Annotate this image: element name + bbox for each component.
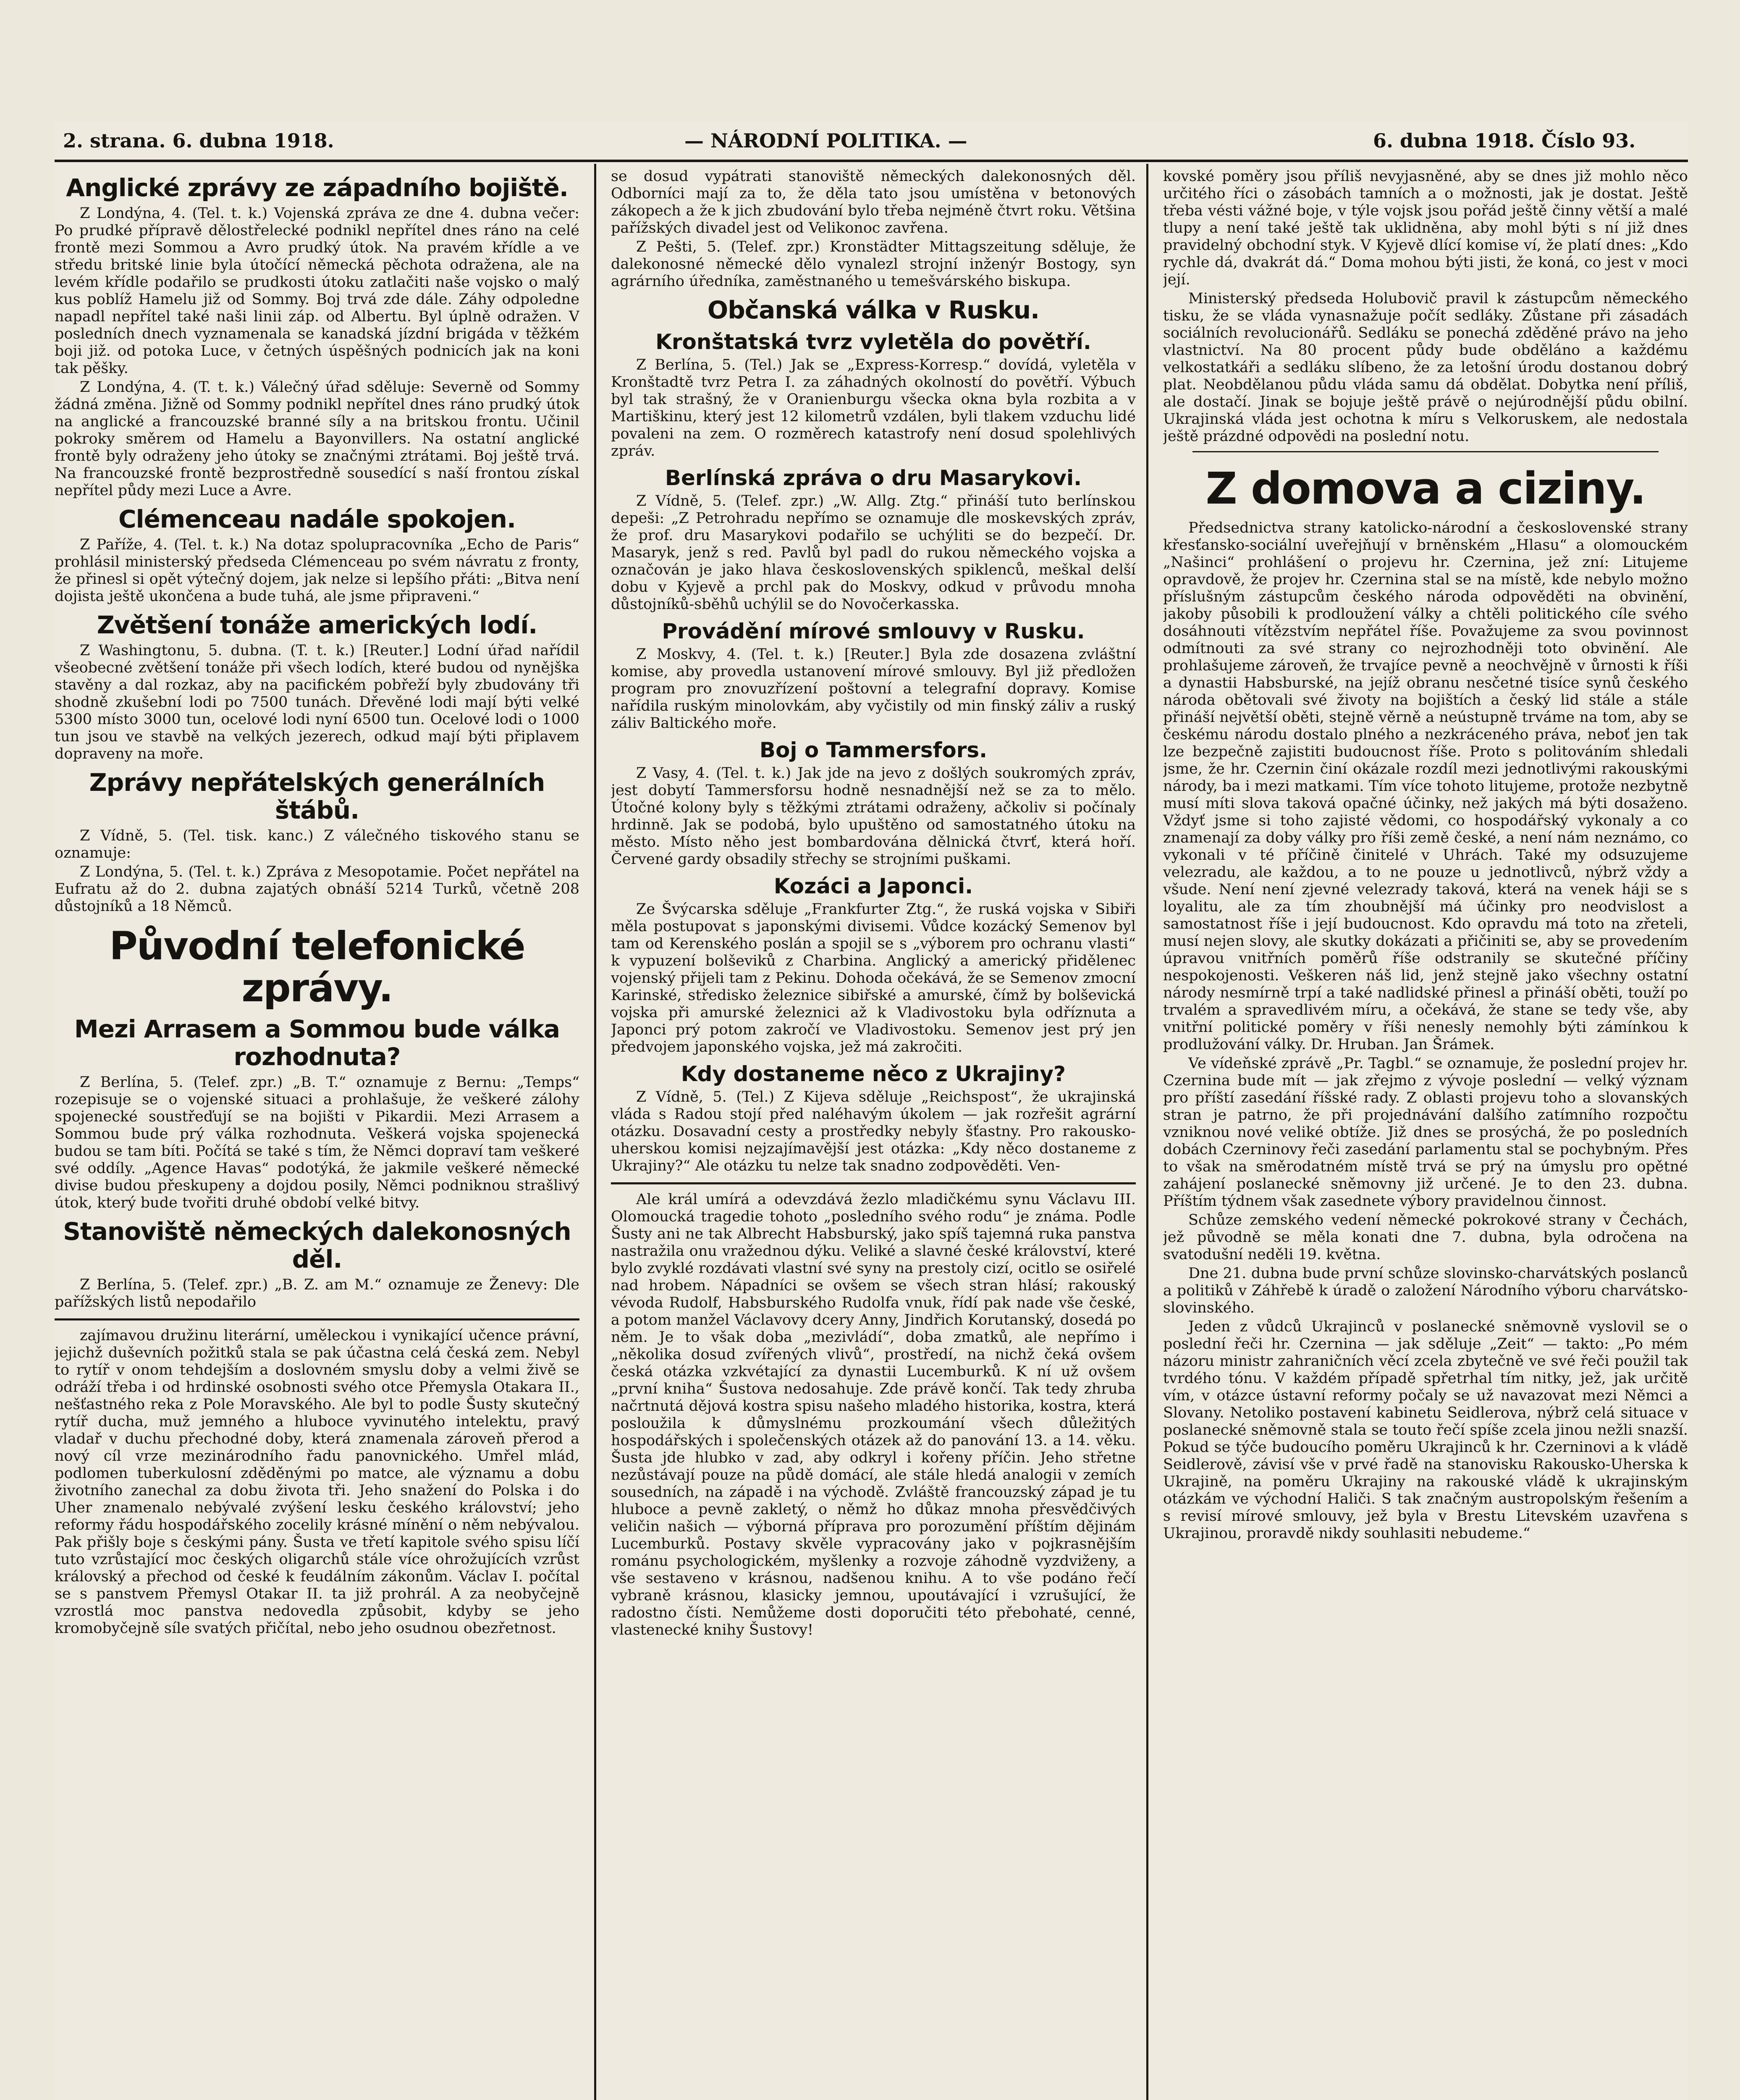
article-paragraph: Z Vídně, 5. (Tel.) Z Kijeva sděluje „Reichspost“, že ukrajinská vláda s Radou stojí před naléhavým úkolem — jak rozřešit agrární otázku. Dosavadní cesty a prostředky nebyly šťastny. Pro rakousko-uherskou komisi nejzajímavější jest otázka: „Kdy něco dostaneme z Ukrajiny?“ Ale otázku tu nelze tak snadno zodpověděti. Ven- <box>611 1089 1136 1174</box>
heading-ukrajina: Kdy dostaneme něco z Ukrajiny? <box>681 1062 1066 1086</box>
article-paragraph: Z Londýna, 4. (Tel. t. k.) Vojenská zpráva ze dne 4. dubna večer: Po prudké přípravě dělostřelecké podnikl nepřítel dnes ráno na celé frontě mezi Sommou a Avro prudký útok. Na pravém křídle a ve středu britské linie byla útočící německá pěchota odražena, ale na levém křídle podařilo se prudkosti útoku zatlačiti naše vojsko o malý kus poblíž Hamelu již od Sommy. Boj trvá zde dále. Záhy odpoledne napadl nepřítel také naši linii záp. od Albertu. Byl úplně odražen. V posledních dnech vyznamenala se kanadská jízdní brigáda v těžkém boji již. od potoka Luce, v četných úspěšných podnicích jak na koni tak pěšky. <box>55 205 579 377</box>
column-rule-1 <box>594 164 596 2100</box>
article-paragraph: Ze Švýcarska sděluje „Frankfurter Ztg.“, že ruská vojska v Sibiři měla postupovat s japonskými divisemi. Vůdce kozácký Semenov byl tam od Kerenského poslán a spojil se s „výborem pro ochranu vlasti“ k vypuzení bolševiků z Charbina. Anglický a americký přidělenec vojenský přijeli tam z Pekinu. Dohoda očekává, že se Semenov zmocní Karinské, středisko železnice sibiřské a amurské, čímž by bolševická vojska při amurské železnici až k Vladivostoku byla odříznuta a Japonci prý potom zakročí ve Vladivostoku. Semenov jest prý jen předvojem japonského vojska, jež má zakročiti. <box>611 901 1136 1055</box>
article-paragraph: Z Vídně, 5. (Tel. tisk. kanc.) Z válečného tiskového stanu se oznamuje: <box>55 827 579 861</box>
article-paragraph: kovské poměry jsou příliš nevyjasněné, aby se dnes již mohlo něco určitého říci o zásobách tamních a o možnosti, jak je dostat. Ještě třeba vésti vážné boje, v týle vojsk jsou pořád ještě činny větší a malé tlupy a není také ještě tak uklidněna, aby mohl býti s ní již dnes pravidelný obchodní styk. V Kyjevě dlící komise ví, že platí dnes: „Kdo rychle dá, dvakrát dá.“ Doma mohou býti jisti, že koná, co jest v moci její. <box>1163 168 1688 288</box>
article-paragraph: Z Pešti, 5. (Telef. zpr.) Kronstädter Mittagszeitung sděluje, že dalekonosné německé dělo vynalezl strojní inženýr Bostogy, syn agrárního úředníka, zaměstnaného u temešvárského biskupa. <box>611 239 1136 290</box>
page-header <box>55 122 1688 162</box>
article-paragraph: Z Londýna, 5. (Tel. t. k.) Zpráva z Mesopotamie. Počet nepřátel na Eufratu až do 2. dubna zajatých obnáší 5214 Turků, včetně 208 důstojníků a 18 Němců. <box>55 864 579 915</box>
heading-tonaz: Zvětšení tonáže amerických lodí. <box>97 611 537 639</box>
heading-zpravy-stabu: Zprávy nepřátelských generálních štábů. <box>89 768 545 824</box>
header-left: 2. strana. 6. dubna 1918. <box>63 129 334 152</box>
article-paragraph: Jeden z vůdců Ukrajinců v poslanecké sněmovně vyslovil se o poslední řeči hr. Czernina — jak sděluje „Zeit“ — takto: „Po mém názoru ministr zahraničních věcí zcela zbytečně ve své řeči použil tak tvrdého tónu. V každém případě spřetrhal tím nitky, jež, jak určitě vím, v otázce ústavní reformy počaly se už navazovat mezi Němci a Slovany. Netoliko postavení kabinetu Seidlerova, nýbrž celá situace v poslanecké sněmovně stala se touto řečí spíše zcela jinou nežli snazší. Pokud se týče budoucího poměru Ukrajinců k hr. Czerninovi a k vládě Seidlerově, závisí vše v prvé řadě na stanovisku Rakousko-Uherska k Ukrajině, na poměru Ukrajiny na rakouské vládě k ukrajinským otázkám ve východní Haliči. S tak značným austropolským řešením a s revisí mírové smlouvy, jež byla v Brestu Litevském uzavřena s Ukrajinou, proravdě nikdy souhlasiti nebudeme.“ <box>1163 1318 1688 1542</box>
section-separator <box>1192 451 1659 452</box>
article-paragraph: Ministerský předseda Holubovič pravil k zástupcům německého tisku, že se vláda vynasnažuje počít sedláky. Zůstane při zásadách sociálních revolucionářů. Sedláku se ponechá zděděné právo na jeho vlastnictví. Na 80 procent půdy bude obděláno a každému velkostatkáři a sedláku slíbeno, že za letošní úrodu dostanou dobrý plat. Neobdělanou půdu vláda samu dá obdělat. Dobytka není příliš, ale dostačí. Jinak se bojuje ještě právě o nejúrodnější půdu obilní. Ukrajinská vláda jest ochotna k míru s Velkoruskem, ale nedostala ještě prázdné odpovědi na poslední notu. <box>1163 290 1688 445</box>
feuilleton-separator <box>611 1182 1136 1184</box>
article-paragraph: Z Vasy, 4. (Tel. t. k.) Jak jde na jevo z došlých soukromých zpráv, jest dobytí Tammersforsu hodně nesnadnější než se za to mělo. Útočné kolony byly s těžkými ztrátami odraženy, ačkoliv si počínaly hrdinně. Jak se podobá, bylo upuštěno od samostatného útoku na město. Místo něho jest bombardována dělnická čtvrť, která hoří. Červené gardy obsadily střechy se strojními puškami. <box>611 765 1136 868</box>
feuilleton-text: Ale král umírá a odevzdává žezlo mladičkému synu Václavu III. Olomoucká tragedie tohoto „posledního svého rodu“ je známa. Podle Šusty ani ne tak Albrecht Habsburský, jako spíš tajemná ruka panstva nastražila onu vražednou dýku. Veliké a slavné české království, které bylo zvyklé rozdávati vlastní své syny na prestoly cizí, ocitlo se osiřelé nad hrobem. Nápadníci se ovšem se všech stran hlásí; rakouský vévoda Rudolf, Habsburského Rudolfa vnuk, řídí pak nade vše české, a potom manžel Václavovy dcery Anny, Jindřich Korutanský, dosedá po něm. Je to však doba „mezivládí“, doba zmatků, ale nepřímo i „několika dosud zvířených vlivů“, prostředí, na nichž čeká ovšem česká otázka vzkvétající za dynastii Lucemburků. K ní už ovšem „první kniha“ Šustova nedosahuje. Zde právě končí. Tak tedy zhruba načrtnutá dějová kostra spisu našeho mladého historika, kostra, která posloužila k důmyslnému prozkoumání všech důležitých hospodářských i společenských otázek až do panování 13. a 14. věku. Šusta jde hlubko v zad, aby odkryl i kořeny příčin. Jeho střetne nezůstávají pouze na půdě domácí, ale stále hledá analogii v zemích sousedních, na západě i na východě. Zvláště francouzský západ je tu hluboce a pevně zakletý, o němž ho důkaz mnoha přesvědčivých veličin našich — výborná příprava pro porozumění příštím dějinám Lucemburků. Postavy skvěle vypracovány jako v pojkrasnějším románu psychologickém, myšlenky a rozvoje záhodně vyzdviženy, a vše sestaveno v krásnou, nadšenou knihu. A to vše podáno řečí vybraně krásnou, klasicky jemnou, upoutávající i vzrušující, že radostno čísti. Nemůžeme dosti doporučiti této přebohaté, cenné, vlastenecké knihy Šustovy! <box>611 1191 1136 1638</box>
heading-arras-somma: Mezi Arrasem a Sommou bude válka rozhodnuta? <box>74 1015 560 1071</box>
heading-kronstat: Kronštatská tvrz vyletěla do povětří. <box>655 330 1091 354</box>
article-paragraph: Z Vídně, 5. (Telef. zpr.) „W. Allg. Ztg.“ přináší tuto berlínskou depeši: „Z Petrohradu nepřímo se oznamuje dle moskevských zpráv, že prof. dru Masarykovi podařilo se uchýliti se do bezpečí. Dr. Masaryk, jenž s red. Pavlů byl padl do rukou německého vojska a označován je jako hlava československých spiklenců, meškal delší dobu v Kyjevě a prchl pak do Moskvy, odkud v průvodu mnoha důstojníků-sběhů uchýlil se do Novočerkasska. <box>611 493 1136 613</box>
article-paragraph: Dne 21. dubna bude první schůze slovinsko-charvátských poslanců a politiků v Záhřebě k úradě o založení Národního výboru charvátsko-slovinského. <box>1163 1265 1688 1316</box>
heading-z-domova: Z domova a ciziny. <box>1205 463 1646 514</box>
heading-clemenceau: Clémenceau nadále spokojen. <box>118 505 516 533</box>
heading-stanoviste-del: Stanoviště německých dalekonosných děl. <box>63 1217 571 1273</box>
article-paragraph: Z Paříže, 4. (Tel. t. k.) Na dotaz spolupracovníka „Echo de Paris“ prohlásil ministerský předseda Clémenceau po svém návratu z fronty, že přinesl si opět výtečný dojem, jak nelze si lepšího přáti: „Bitva není dojista ještě ukončena a bude tuhá, ale jsme připraveni.“ <box>55 536 579 605</box>
article-paragraph: se dosud vypátrati stanoviště německých dalekonosných děl. Odborníci mají za to, že děla tato jsou umístěna v betonových zákopech a že k jich zbudování bylo třeba nejméně čtvrt roku. Většina pařížských divadel jest od Velikonoc zavřena. <box>611 168 1136 236</box>
article-paragraph: Z Washingtonu, 5. dubna. (T. t. k.) [Reuter.] Lodní úřad nařídil všeobecné zvětšení tonáže při všech lodích, které budou od nynějška stavěny a dal rozkaz, aby na pacifickém pobřeží byly zbudovány tři shodně zkušební lodi po 7500 tunách. Dřevěné lodi mají býti velké 5300 místo 3000 tun, ocelové lodi nyní 6500 tun. Ocelové lodi o 1000 tun jsou ve stavbě na velkých jezerech, odkud mají býti připlavem dopraveny na moře. <box>55 642 579 762</box>
header-right: 6. dubna 1918. Číslo 93. <box>1373 129 1636 152</box>
article-paragraph: Ve vídeňské zprávě „Pr. Tagbl.“ se oznamuje, že poslední projev hr. Czernina bude mít — jak zřejmo z vývoje poslední — velký význam pro příští zasedání říšské rady. Z oblasti projevu toho a slovanských stran je patrno, že při projednávání dalšího zatímního rozpočtu vzniknou nové veliké obtíže. Již dnes se prosýchá, že po posledních dobách Czerninovy řeči zasedání parlamentu stal se pochybným. Přes to však na směrodatném místě trvá se prý na úmyslu pro opětné zahájení poslanecké sněmovny již určené. Je to den 23. dubna. Příštím týdnem však zasednete výbory pravidelnou činnost. <box>1163 1055 1688 1210</box>
article-paragraph: Schůze zemského vedení německé pokrokové strany v Čechách, jež původně se měla konati dne 7. dubna, byla odročena na svatodušní neděli 19. května. <box>1163 1212 1688 1263</box>
article-paragraph: Z Londýna, 4. (T. t. k.) Válečný úřad sděluje: Severně od Sommy žádná změna. Jižně od Sommy podnikl nepřítel dnes ráno prudký útok na anglické a francouzské branné síly a na britskou frontu. Učinil pokroky směrem od Hamelu a Bayonvillers. Na ostatní anglické frontě byly odraženy jeho útoky se značnými ztrátami. Boj ještě trvá. Na francouzské frontě bezprostředně sousedící s naší frontou získal nepřítel půdy mezi Luce a Avre. <box>55 379 579 499</box>
heading-kozaci-japonci: Kozáci a Japonci. <box>773 874 973 898</box>
article-paragraph: Z Berlína, 5. (Tel.) Jak se „Express-Korresp.“ dovídá, vyletěla v Kronštadtě tvrz Petra I. za záhadných okolností do povětří. Výbuch byl tak strašný, že v Oranienburgu všecka okna byla rozbita a v Martiškinu, který jest 12 kilometrů vzdálen, byli tlakem vzduchu lidé povaleni na zem. O rozměrech katastrofy není dosud spolehlivých zpráv. <box>611 357 1136 459</box>
column-rule-2 <box>1146 164 1148 2100</box>
header-center: — NÁRODNÍ POLITIKA. — <box>684 129 967 152</box>
heading-tammersfors: Boj o Tammersfors. <box>759 738 988 762</box>
heading-puvodni-zpravy: Původní telefonické zprávy. <box>109 924 525 1011</box>
heading-anglicke-zpravy: Anglické zprávy ze západního bojiště. <box>66 173 568 202</box>
column-2 <box>611 168 1136 2100</box>
feuilleton-text: zajímavou družinu literární, uměleckou i vynikající učence právní, jejichž duševních požitků stala se pak účastna celá česká zem. Nebyl to rytíř v onom tehdejším a doslovném smyslu doby a velmi živě se odráží třeba i od hrdinské osobnosti svého otce Přemysla Otakara II., nešťastného reka z Pole Moravského. Ale byl to podle Šusty skutečný rytíř ducha, muž jemného a hluboce vyvinutého intelektu, pravý vladař v duchu přechodné doby, která znamenala zároveň přerod a nový cíl vrze mezinárodního řadu panovnického. Umřel mlád, podlomen tuberkulosní zděděnými po matce, ale významu a dobu životního zanechal za dobu života tři. Jeho snažení do Polska i do Uher znamenalo nebývalé zvýšení lesku českého království; jeho reformy řádu hospodářského zocelily krásné mínění o něm nebývalou. Pak přišly boje s českými pány. Šusta ve třetí kapitole svého spisu líčí tuto vzrůstající moc českých oligarchů stále více ohrožujících vzrůst královský a přechod od české k feudálním zákonům. Václav I. počítal se s panstvem Přemysl Otakar II. ta již prohrál. A za neobyčejně vzrostlá moc panstva nedovedla způsobit, kdyby se jeho kromobyčejně síle svatých přičítal, nebo jeho osudnou obezřetnost. <box>55 1327 579 1637</box>
article-paragraph: Z Berlína, 5. (Telef. zpr.) „B. T.“ oznamuje z Bernu: „Temps“ rozepisuje se o vojenské situaci a prohlašuje, že veškeré zálohy spojenecké soustřeďují se na bojišti v Pikardii. Mezi Arrasem a Sommou bude prý válka rozhodnuta. Veškerá vojska spojenecká budou se tam bíti. Počítá se také s tím, že Němci dopraví tam veškeré své oddíly. „Agence Havas“ podotýká, že jakmile veškeré německé divise budou přeskupeny a dojdou posily, Němci podniknou strašlivý útok, který bude tvořiti druhé období velké bitvy. <box>55 1074 579 1211</box>
heading-masaryk: Berlínská zpráva o dru Masarykovi. <box>665 466 1082 490</box>
heading-mirova-smlouva: Provádění mírové smlouvy v Rusku. <box>662 619 1085 643</box>
column-3 <box>1163 168 1688 2100</box>
column-1 <box>55 168 579 2100</box>
article-paragraph: Předsednictva strany katolicko-národní a československé strany křesťansko-sociální uveřejňují v brněnském „Hlasu“ a olomouckém „Našinci“ prohlášení o projevu hr. Czernina, jež zní: Litujeme opravdově, že projev hr. Czernina stal se na místě, kde nebylo možno příslušným zástupcům českého národa odpověděti na obvinění, jakoby působili k prodloužení války a chtěli politického cíle svého dosáhnouti vítězstvím nepřátel říše. Považujeme za svou povinnost odmítnouti za své strany co nejrozhodněji toto obvinění. Ale prohlašujeme zároveň, že trvajíce pevně a neochvějně v ůrnosti k říši a dynastii Habsburské, na jejíž obranu nesčetné tisíce synů českého národa obětovali své životy na bojištích a český lid stále a stále přináší největší oběti, stejně věrně a neústupně trváme na tom, aby se českému národu dostalo plného a nezkráceného práva, neboť jen tak lze bezpečně zajistiti budoucnost říše. Proto s politováním shledali jsme, že hr. Czernin činí okázale rozdíl mezi jednotlivými rakouskými národy, ba i mezi matkami. Tím více tohoto litujeme, protože nezbytně musí míti slova taková opačné účinky, než jakých má býti dosaženo. Vždyť jsme si toho zajisté vědomi, co hospodářský vykonaly a co znamenají za doby války pro říši země české, a není nám neznámo, co vykonali v té příčině činitelé v Uhrách. Také my odsuzujeme velezradu, ale každou, a to ne pouze u jednotlivců, nýbrž vždy a všude. Není není zjevné velezrady taková, která na venek háji se s loyalitu, ale za tím zhoubnější má účinky pro neodvislost a samostatnost říše i její budoucnost. Kdo opravdu má toto na zřeteli, musí nejen slovy, ale skutky dokázati a přičiniti se, aby se provedením úpravou vnitřních poměrů říše odstranily se skutečné příčiny nespokojenosti. Veškeren náš lid, jenž stejně jako všechny ostatní národy nesmírně trpí a také nadlidské přinesl a přináší oběti, touží po trvalém a spravedlivém míru, a očekává, že stane se tedy vše, aby vnitřní politické poměry v říši nenesly nemohly býti zámínkou k prodlužování války. Dr. Hruban. Jan Šrámek. <box>1163 520 1688 1053</box>
heading-obcanska-valka: Občanská válka v Rusku. <box>707 296 1040 324</box>
article-paragraph: Z Moskvy, 4. (Tel. t. k.) [Reuter.] Byla zde dosazena zvláštní komise, aby provedla ustanovení mírové smlouvy. Byl již předložen program pro znovuzřízení poštovní a telegrafní dopravy. Komise nařídila ruským minolovkám, aby vyčistily od min finský záliv a ruský záliv Baltického moře. <box>611 646 1136 732</box>
article-paragraph: Z Berlína, 5. (Telef. zpr.) „B. Z. am M.“ oznamuje ze Ženevy: Dle pařížských listů nepodařilo <box>55 1276 579 1310</box>
newspaper-page <box>55 122 1688 2100</box>
feuilleton-separator <box>55 1318 579 1320</box>
